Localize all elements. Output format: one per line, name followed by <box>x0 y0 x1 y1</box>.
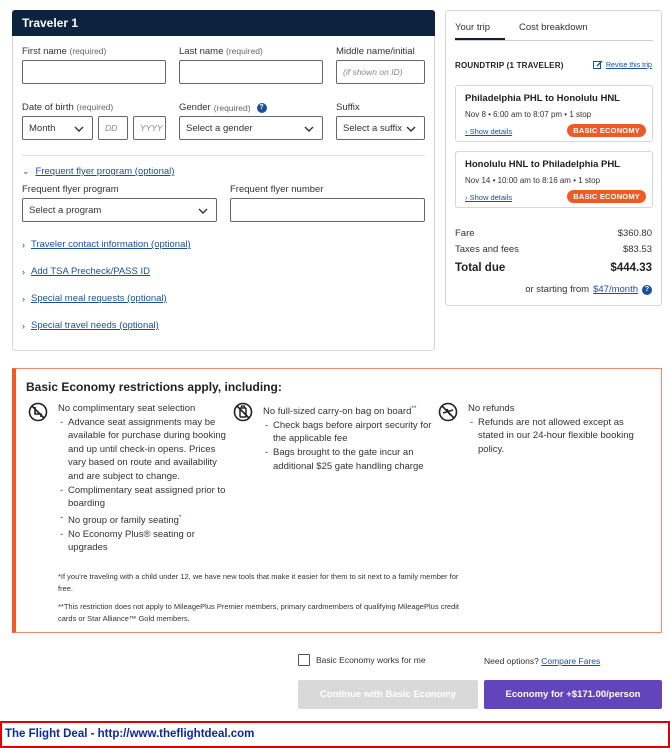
chevron-down-icon <box>405 123 417 135</box>
needs-toggle-label: Special travel needs (optional) <box>31 320 159 331</box>
restrictions-title: Basic Economy restrictions apply, including: <box>26 380 282 394</box>
flight-route: Philadelphia PHL to Honolulu HNL <box>465 93 620 104</box>
revise-trip-link[interactable] <box>593 60 652 70</box>
restrictions-panel <box>12 368 662 633</box>
chevron-right-icon: › <box>22 266 25 277</box>
taxes-label: Taxes and fees <box>455 244 519 255</box>
flight-card <box>455 151 653 208</box>
restriction-head: No full-sized carry-on bag on board** <box>263 405 417 418</box>
suffix-label: Suffix <box>336 102 360 113</box>
ffp-value: Select a program <box>29 204 102 216</box>
needs-toggle[interactable] <box>22 320 159 331</box>
tsa-toggle[interactable] <box>22 266 150 277</box>
tab-divider <box>455 40 653 41</box>
footnote-child: *If you're traveling with a child under 12, we have new tools that make it easier for them to sit next to a family member for free. <box>58 572 459 593</box>
ffn-field[interactable] <box>230 198 425 222</box>
first-name-label: First name (required) <box>22 46 107 57</box>
no-carry-on-icon <box>233 402 253 422</box>
contact-toggle-label: Traveler contact information (optional) <box>31 239 191 250</box>
footer-bar <box>0 721 670 748</box>
chevron-right-icon: › <box>22 239 25 250</box>
chevron-right-icon: › <box>22 320 25 331</box>
chevron-down-icon <box>303 123 315 135</box>
first-name-field[interactable] <box>22 60 166 84</box>
monthly-payment <box>525 284 652 295</box>
fare-label: Fare <box>455 228 475 239</box>
year-placeholder: YYYY <box>140 123 163 133</box>
ffp-toggle[interactable] <box>22 166 174 177</box>
chevron-down-icon <box>197 205 209 217</box>
roundtrip-label: ROUNDTRIP (1 TRAVELER) <box>455 61 564 70</box>
chevron-down-icon <box>73 123 85 135</box>
flight-route: Honolulu HNL to Philadelphia PHL <box>465 159 620 170</box>
restriction-refunds <box>468 402 648 456</box>
basic-economy-checkbox[interactable] <box>298 654 310 666</box>
compare-fares-link[interactable]: Compare Fares <box>541 656 601 666</box>
list-item: - No group or family seating* <box>60 511 234 528</box>
day-placeholder: DD <box>105 123 118 133</box>
month-select[interactable] <box>22 116 93 140</box>
ffp-toggle-label: Frequent flyer program (optional) <box>35 166 175 177</box>
traveler-header <box>12 10 435 36</box>
total-value: $444.33 <box>610 262 652 274</box>
total-label: Total due <box>455 262 506 274</box>
day-field[interactable] <box>98 116 128 140</box>
monthly-link[interactable]: $47/month <box>593 284 638 295</box>
gender-select[interactable] <box>179 116 323 140</box>
show-details-link[interactable]: › Show details <box>465 193 513 202</box>
meal-toggle[interactable] <box>22 293 167 304</box>
list-item: - No Economy Plus® seating or upgrades <box>60 528 234 555</box>
meal-toggle-label: Special meal requests (optional) <box>31 293 167 304</box>
middle-name-field[interactable] <box>336 60 425 84</box>
basic-economy-badge: BASIC ECONOMY <box>567 190 646 203</box>
year-field[interactable] <box>133 116 166 140</box>
last-name-field[interactable] <box>179 60 323 84</box>
flight-times: Nov 8 • 6:00 am to 8:07 pm • 1 stop <box>465 110 592 119</box>
starting-text: or starting from <box>525 284 590 295</box>
need-options <box>484 656 600 666</box>
show-details-link[interactable]: › Show details <box>465 127 513 136</box>
restriction-seating <box>58 402 234 555</box>
restriction-head: No refunds <box>468 403 515 414</box>
fare-value: $360.80 <box>617 228 652 239</box>
list-item: - Bags brought to the gate incur an additional $25 gate handling charge <box>265 446 443 473</box>
ffp-select[interactable] <box>22 198 217 222</box>
dob-label: Date of birth (required) <box>22 102 114 113</box>
suffix-value: Select a suffix <box>343 122 402 134</box>
info-icon[interactable]: ? <box>642 285 652 295</box>
need-options-text: Need options? <box>484 656 539 666</box>
continue-basic-economy-button[interactable]: Continue with Basic Economy <box>298 680 478 709</box>
month-value: Month <box>29 122 56 134</box>
gender-info-icon[interactable]: ? <box>257 103 267 113</box>
list-item: - Refunds are not allowed except as stated in our 24-hour flexible booking policy. <box>470 416 648 457</box>
restriction-carry-on <box>263 402 443 473</box>
flight-card <box>455 85 653 142</box>
contact-toggle[interactable] <box>22 239 191 250</box>
list-item: - Advance seat assignments may be available for purchase during booking and up until check-in opens. Prices vary based on route and availability and are subject to change. <box>60 416 234 484</box>
middle-name-placeholder: (if shown on ID) <box>343 67 403 77</box>
tsa-toggle-label: Add TSA Precheck/PASS ID <box>31 266 150 277</box>
gender-label: Gender (required) ? <box>179 102 267 113</box>
no-seat-icon <box>28 402 48 422</box>
footnote-premier: **This restriction does not apply to MileagePlus Premier members, primary cardmembers of qualifying MileagePlus credit cards or Star Alliance™ Gold members. <box>58 602 459 623</box>
gender-value: Select a gender <box>186 122 253 134</box>
taxes-value: $83.53 <box>622 244 652 255</box>
suffix-select[interactable] <box>336 116 425 140</box>
middle-name-label: Middle name/initial <box>336 46 415 57</box>
list-item: - Complimentary seat assigned prior to boarding <box>60 484 234 511</box>
basic-economy-badge: BASIC ECONOMY <box>567 124 646 137</box>
edit-icon <box>593 60 603 70</box>
divider <box>22 155 425 156</box>
checkbox-label: Basic Economy works for me <box>316 655 426 665</box>
traveler-title: Traveler 1 <box>22 16 79 30</box>
chevron-right-icon: › <box>22 293 25 304</box>
footer-text[interactable]: The Flight Deal - http://www.theflightdeal.com <box>5 728 255 740</box>
list-item: - Check bags before airport security for the applicable fee <box>265 419 443 446</box>
tab-cost-breakdown[interactable]: Cost breakdown <box>519 22 588 33</box>
flight-times: Nov 14 • 10:00 am to 8:16 am • 1 stop <box>465 176 601 185</box>
tab-your-trip[interactable]: Your trip <box>455 22 491 33</box>
chevron-down-icon: ⌄ <box>22 166 30 176</box>
basic-economy-checkbox-row[interactable] <box>298 654 426 666</box>
trip-summary-card <box>445 10 662 306</box>
restriction-head: No complimentary seat selection <box>58 403 196 414</box>
no-refund-icon <box>438 402 458 422</box>
ffp-label: Frequent flyer program <box>22 184 119 195</box>
revise-trip-label: Revise this trip <box>606 61 652 69</box>
upgrade-economy-button[interactable]: Economy for +$171.00/person <box>484 680 662 709</box>
last-name-label: Last name (required) <box>179 46 263 57</box>
ffn-label: Frequent flyer number <box>230 184 324 195</box>
